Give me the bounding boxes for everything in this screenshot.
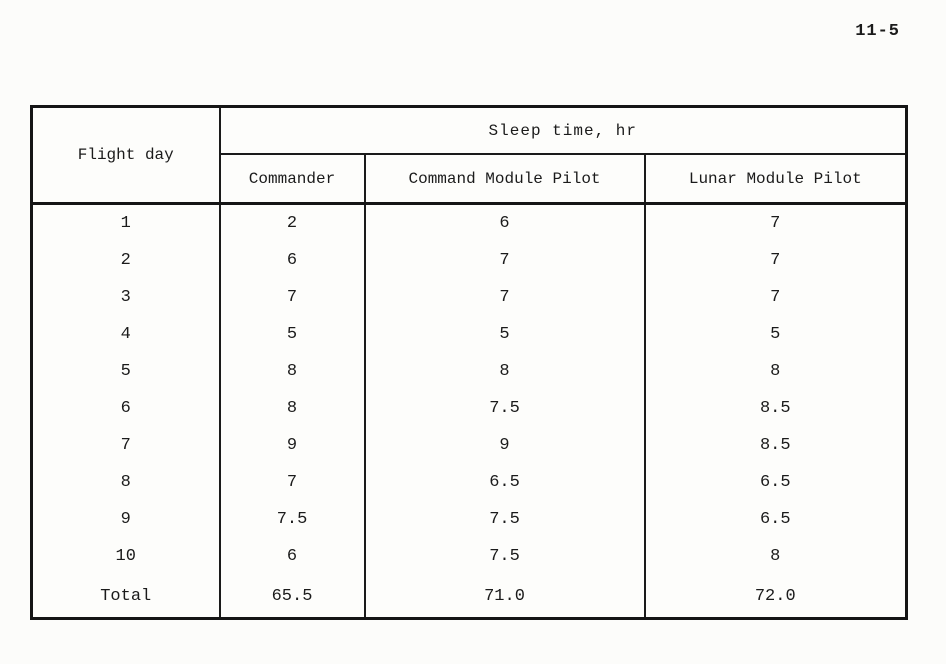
cmp-value: 6.5 xyxy=(365,464,645,501)
flight-day-value: 2 xyxy=(32,242,220,279)
table-row-total xyxy=(32,575,907,619)
column-header-lunar-module-pilot: Lunar Module Pilot xyxy=(645,154,907,204)
table-row xyxy=(32,204,907,243)
lmp-value: 6.5 xyxy=(645,501,907,538)
column-group-header-sleep-time: Sleep time, hr xyxy=(220,107,907,155)
header-row-top xyxy=(32,107,907,155)
commander-value: 9 xyxy=(220,427,365,464)
lmp-value: 7 xyxy=(645,279,907,316)
flight-day-value: 10 xyxy=(32,538,220,575)
flight-day-value: 7 xyxy=(32,427,220,464)
commander-value: 8 xyxy=(220,390,365,427)
table-row xyxy=(32,279,907,316)
table-row xyxy=(32,390,907,427)
column-header-flight-day: Flight day xyxy=(32,107,220,204)
lmp-value: 6.5 xyxy=(645,464,907,501)
flight-day-value: 4 xyxy=(32,316,220,353)
commander-value: 6 xyxy=(220,242,365,279)
cmp-value: 6 xyxy=(365,204,645,243)
table-row xyxy=(32,538,907,575)
cmp-value: 7 xyxy=(365,242,645,279)
flight-day-value: 3 xyxy=(32,279,220,316)
table-row xyxy=(32,242,907,279)
commander-value: 7 xyxy=(220,279,365,316)
sleep-time-table xyxy=(30,105,908,620)
lmp-value: 5 xyxy=(645,316,907,353)
cmp-value: 7.5 xyxy=(365,390,645,427)
table-row xyxy=(32,427,907,464)
commander-value: 7 xyxy=(220,464,365,501)
lmp-value: 8.5 xyxy=(645,427,907,464)
cmp-value: 8 xyxy=(365,353,645,390)
cmp-value: 7.5 xyxy=(365,501,645,538)
cmp-value: 7 xyxy=(365,279,645,316)
table-row xyxy=(32,464,907,501)
flight-day-value: 9 xyxy=(32,501,220,538)
cmp-total: 71.0 xyxy=(365,575,645,619)
commander-value: 6 xyxy=(220,538,365,575)
commander-value: 8 xyxy=(220,353,365,390)
commander-value: 7.5 xyxy=(220,501,365,538)
lmp-value: 8 xyxy=(645,538,907,575)
flight-day-value: 1 xyxy=(32,204,220,243)
cmp-value: 7.5 xyxy=(365,538,645,575)
lmp-value: 8 xyxy=(645,353,907,390)
commander-total: 65.5 xyxy=(220,575,365,619)
column-header-commander: Commander xyxy=(220,154,365,204)
commander-value: 2 xyxy=(220,204,365,243)
commander-value: 5 xyxy=(220,316,365,353)
cmp-value: 5 xyxy=(365,316,645,353)
flight-day-value: 5 xyxy=(32,353,220,390)
lmp-value: 8.5 xyxy=(645,390,907,427)
cmp-value: 9 xyxy=(365,427,645,464)
flight-day-value: Total xyxy=(32,575,220,619)
flight-day-value: 6 xyxy=(32,390,220,427)
table-row xyxy=(32,353,907,390)
column-header-command-module-pilot: Command Module Pilot xyxy=(365,154,645,204)
page-number: 11-5 xyxy=(855,22,900,41)
lmp-total: 72.0 xyxy=(645,575,907,619)
flight-day-value: 8 xyxy=(32,464,220,501)
table-row xyxy=(32,316,907,353)
table-row xyxy=(32,501,907,538)
lmp-value: 7 xyxy=(645,242,907,279)
lmp-value: 7 xyxy=(645,204,907,243)
